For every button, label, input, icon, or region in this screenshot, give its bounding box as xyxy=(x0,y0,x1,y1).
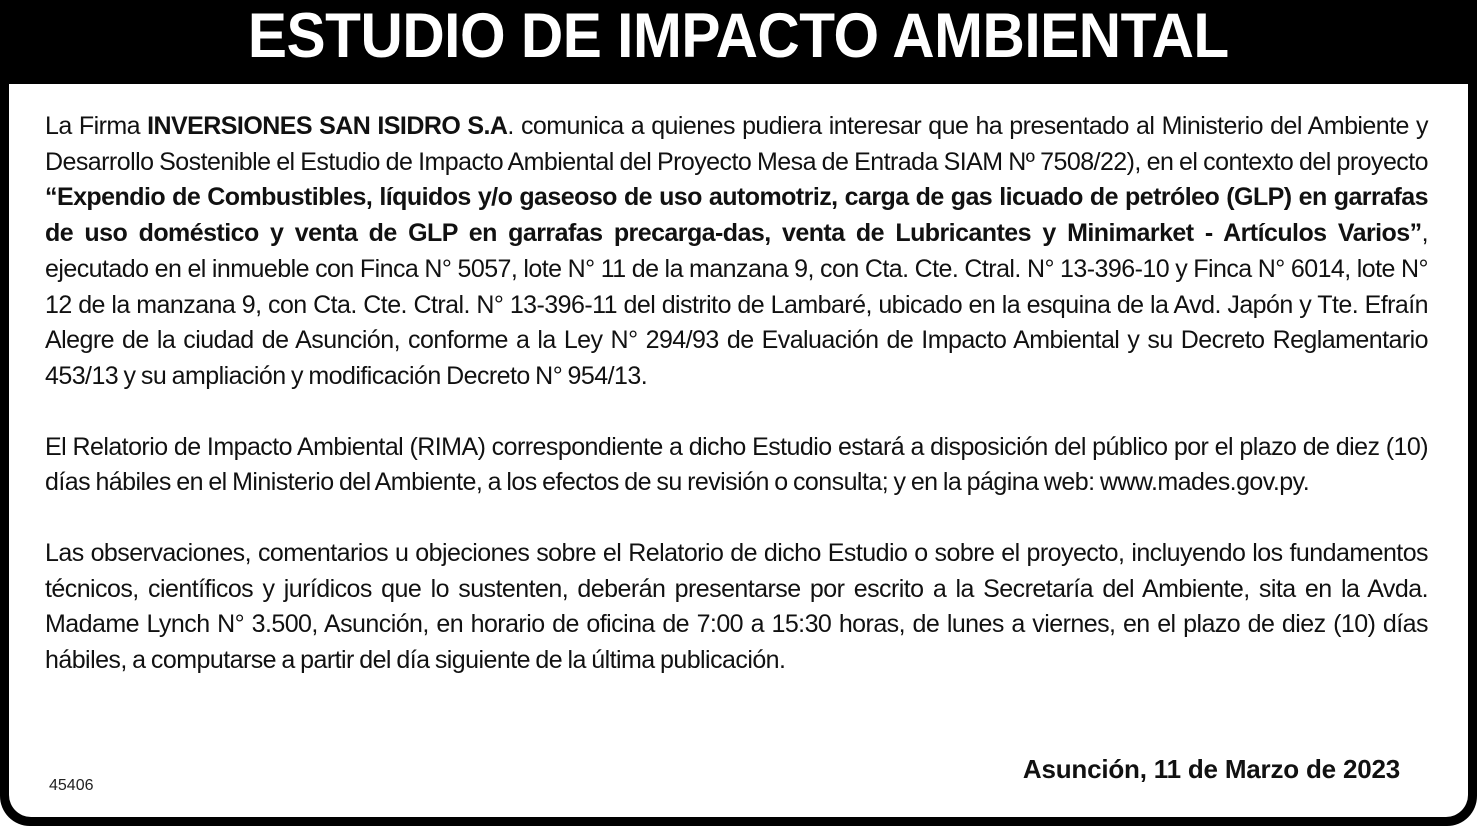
project-description: “Expendio de Combustibles, líquidos y/o gaseoso de uso automotriz, carga de gas licuado de petróleo (GLP) en garrafas de uso doméstico y venta de GLP en garrafas precarga-das, venta de Lubricantes y Minimarket - Artículos Varios” xyxy=(45,183,1428,248)
paragraph-1-location: , ejecutado en el inmueble con Finca N° 5057, lote N° 11 de la manzana 9, con Cta. Cte. Ctral. N° 13-396-10 y Finca N° 6014, lote N° 12 de la manzana 9, con Cta. Cte. Ctral. N° 13-396-11 del distrito de Lambaré, ubicado en la esquina de la Avd. Japón y Tte. Efraín Alegre de la ciudad de Asunción, conforme a la Ley N° 294/93 de Evaluación de Impacto Ambiental y su Decreto Reglamentario 453/13 y su ampliación y modificación Decreto N° 954/13. xyxy=(45,219,1428,390)
dateline: Asunción, 11 de Marzo de 2023 xyxy=(1022,754,1400,784)
paragraph-1-statement: . comunica a quienes pudiera interesar que ha presentado al Ministerio del Ambiente y Desarrollo Sostenible el Estudio de Impacto Ambiental del Proyecto Mesa de Entrada SIAM Nº 7508/22), en el contexto del proyecto xyxy=(45,112,1428,176)
notice-body-panel xyxy=(9,84,1468,817)
company-name: INVERSIONES SAN ISIDRO S.A xyxy=(147,112,508,140)
paragraph-1-intro: La Firma xyxy=(45,112,148,140)
notice-header xyxy=(0,0,1477,84)
reference-number: 45406 xyxy=(49,777,94,794)
notice-body-text xyxy=(45,109,1428,679)
paragraph-rima-availability: El Relatorio de Impacto Ambiental (RIMA) correspondiente a dicho Estudio estará a disposición del público por el plazo de diez (10) días hábiles en el Ministerio del Ambiente, a los efectos de su revisión o consulta; y en la página web: www.mades.gov.py. xyxy=(45,432,1428,497)
notice-title: ESTUDIO DE IMPACTO AMBIENTAL xyxy=(248,1,1229,71)
paragraph-presentation xyxy=(45,109,1428,395)
paragraph-observations: Las observaciones, comentarios u objeciones sobre el Relatorio de dicho Estudio o sobre el proyecto, incluyendo los fundamentos técnicos, científicos y jurídicos que lo sustenten, deberán presentarse por escrito a la Secretaría del Ambiente, sita en la Avda. Madame Lynch N° 3.500, Asunción, en horario de oficina de 7:00 a 15:30 horas, de lunes a viernes, en el plazo de diez (10) días hábiles, a computarse a partir del día siguiente de la última publicación. xyxy=(45,539,1428,675)
